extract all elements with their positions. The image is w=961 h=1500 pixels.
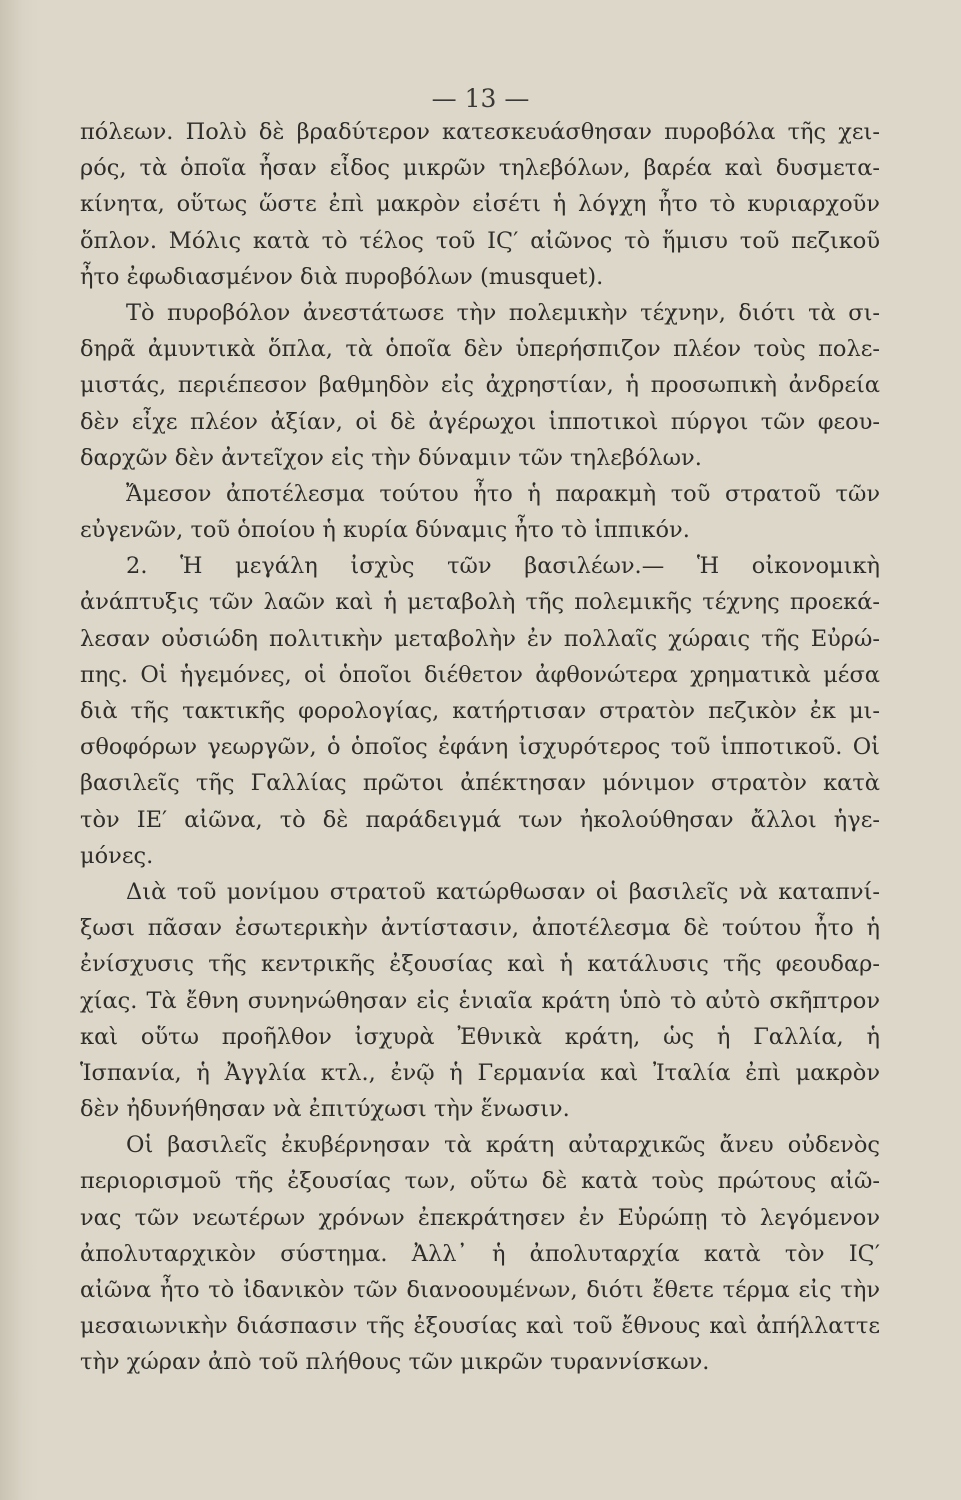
text-line: νας τῶν νεωτέρων χρόνων ἐπεκράτησεν ἐν Εὐρώπῃ τὸ λεγόμενον: [80, 1204, 880, 1231]
text-line: δὲν ἠδυνήθησαν νὰ ἐπιτύχωσι τὴν ἕνωσιν.: [80, 1096, 570, 1123]
text-line: μιστάς, περιέπεσον βαθμηδὸν εἰς ἀχρηστίαν, ἡ προσωπικὴ ἀνδρεία: [80, 372, 880, 399]
text-line: πης. Οἱ ἡγεμόνες, οἱ ὁποῖοι διέθετον ἀφθονώτερα χρηματικὰ μέσα: [80, 661, 880, 688]
text-line: ξωσι πᾶσαν ἐσωτερικὴν ἀντίστασιν, ἀποτέλεσμα δὲ τούτου ἦτο ἡ: [80, 915, 880, 942]
body-text: [80, 114, 880, 1381]
text-line: δὲν εἶχε πλέον ἀξίαν, οἱ δὲ ἀγέρωχοι ἱπποτικοὶ πύργοι τῶν φεου-: [80, 408, 880, 435]
text-line: ἀνάπτυξις τῶν λαῶν καὶ ἡ μεταβολὴ τῆς πολεμικῆς τέχνης προεκά-: [80, 589, 880, 616]
text-line: εὐγενῶν, τοῦ ὁποίου ἡ κυρία δύναμις ἦτο τὸ ἱππικόν.: [80, 517, 690, 544]
page-spine-shadow: [0, 0, 38, 1500]
text-line: 2. Ἡ μεγάλη ἰσχὺς τῶν βασιλέων.— Ἡ οἰκονομικὴ: [126, 553, 880, 580]
text-line: περιορισμοῦ τῆς ἐξουσίας των, οὕτω δὲ κατὰ τοὺς πρώτους αἰῶ-: [80, 1168, 880, 1195]
text-line: ἐνίσχυσις τῆς κεντρικῆς ἐξουσίας καὶ ἡ κατάλυσις τῆς φεουδαρ-: [80, 951, 880, 978]
text-line: Ἄμεσον ἀποτέλεσμα τούτου ἦτο ἡ παρακμὴ τοῦ στρατοῦ τῶν: [126, 480, 880, 507]
page-number: — 13 —: [431, 84, 530, 113]
text-line: Οἱ βασιλεῖς ἐκυβέρνησαν τὰ κράτη αὐταρχικῶς ἄνευ οὐδενὸς: [126, 1132, 880, 1159]
text-line: χίας. Τὰ ἔθνη συνηνώθησαν εἰς ἑνιαῖα κράτη ὑπὸ τὸ αὐτὸ σκῆπτρον: [80, 987, 880, 1014]
text-line: κίνητα, οὕτως ὥστε ἐπὶ μακρὸν εἰσέτι ἡ λόγχη ἦτο τὸ κυριαρχοῦν: [80, 191, 880, 218]
text-line: Τὸ πυροβόλον ἀνεστάτωσε τὴν πολεμικὴν τέχνην, διότι τὰ σι-: [126, 299, 880, 326]
text-line: βασιλεῖς τῆς Γαλλίας πρῶτοι ἀπέκτησαν μόνιμον στρατὸν κατὰ: [80, 770, 880, 797]
text-line: αἰῶνα ἦτο τὸ ἰδανικὸν τῶν διανοουμένων, διότι ἔθετε τέρμα εἰς τὴν: [80, 1277, 880, 1303]
text-line: Ἱσπανία, ἡ Ἀγγλία κτλ., ἐνῷ ἡ Γερμανία καὶ Ἰταλία ἐπὶ μακρὸν: [80, 1059, 880, 1086]
text-line: καὶ οὕτω προῆλθον ἰσχυρὰ Ἐθνικὰ κράτη, ὡς ἡ Γαλλία, ἡ: [80, 1023, 880, 1050]
text-line: ἀπολυταρχικὸν σύστημα. Ἀλλ᾽ ἡ ἀπολυταρχία κατὰ τὸν ΙϚ′: [80, 1240, 880, 1267]
text-line: διὰ τῆς τακτικῆς φορολογίας, κατήρτισαν στρατὸν πεζικὸν ἐκ μι-: [80, 698, 880, 724]
text-line: ὅπλον. Μόλις κατὰ τὸ τέλος τοῦ ΙϚ′ αἰῶνος τὸ ἥμισυ τοῦ πεζικοῦ: [80, 227, 880, 254]
text-line: Διὰ τοῦ μονίμου στρατοῦ κατώρθωσαν οἱ βασιλεῖς νὰ καταπνί-: [126, 878, 880, 905]
text-line: ρός, τὰ ὁποῖα ἦσαν εἶδος μικρῶν τηλεβόλων, βαρέα καὶ δυσμετα-: [80, 155, 880, 182]
text-line: μεσαιωνικὴν διάσπασιν τῆς ἐξουσίας καὶ τοῦ ἔθνους καὶ ἀπήλλαττε: [80, 1313, 880, 1340]
text-line: λεσαν οὐσιώδη πολιτικὴν μεταβολὴν ἐν πολλαῖς χώραις τῆς Εὐρώ-: [80, 625, 880, 652]
text-line: δαρχῶν δὲν ἀντεῖχον εἰς τὴν δύναμιν τῶν τηλεβόλων.: [80, 444, 702, 471]
text-line: τὸν ΙΕ′ αἰῶνα, τὸ δὲ παράδειγμά των ἠκολούθησαν ἄλλοι ἡγε-: [80, 806, 880, 833]
text-line: πόλεων. Πολὺ δὲ βραδύτερον κατεσκευάσθησαν πυροβόλα τῆς χει-: [80, 119, 880, 145]
text-line: μόνες.: [80, 842, 154, 869]
text-line: σθοφόρων γεωργῶν, ὁ ὁποῖος ἐφάνη ἰσχυρότερος τοῦ ἱπποτικοῦ. Οἱ: [80, 734, 880, 761]
text-line: δηρᾶ ἀμυντικὰ ὅπλα, τὰ ὁποῖα δὲν ὑπερήσπιζον πλέον τοὺς πολε-: [80, 336, 880, 363]
text-line: τὴν χώραν ἀπὸ τοῦ πλήθους τῶν μικρῶν τυραννίσκων.: [80, 1349, 710, 1376]
text-line: ἦτο ἐφωδιασμένον διὰ πυροβόλων (musquet).: [80, 263, 604, 290]
